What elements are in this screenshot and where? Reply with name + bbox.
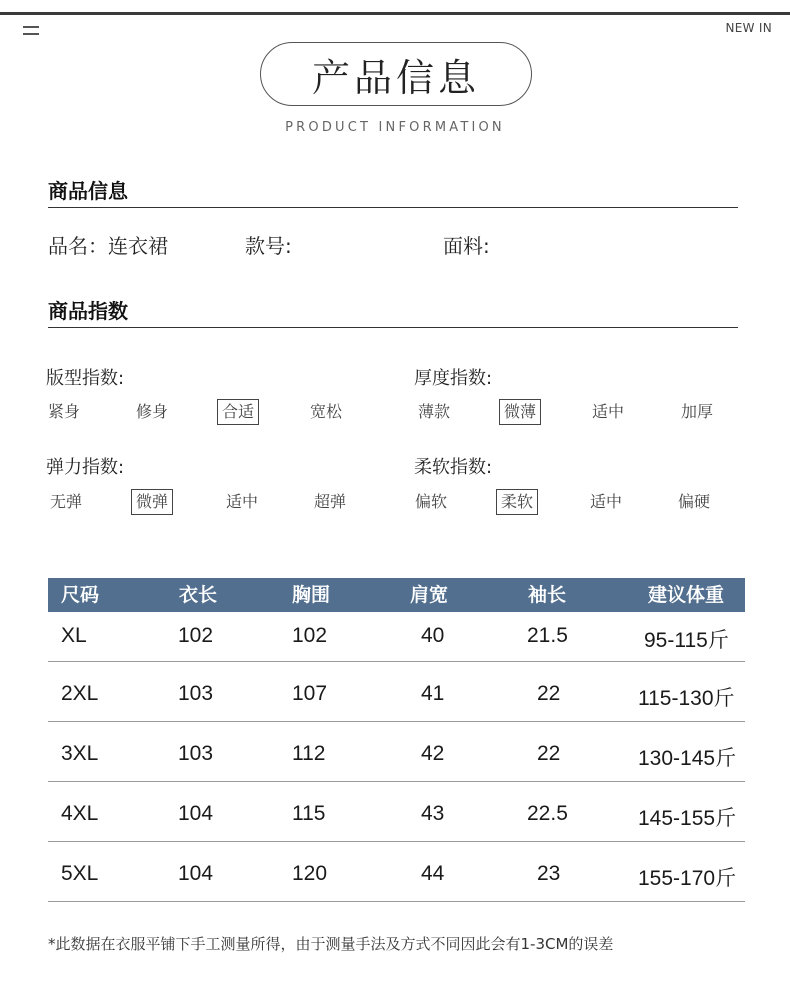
fit-index-label: 版型指数: [46, 368, 125, 389]
option-loose: 宽松 [310, 402, 343, 421]
cell-bust: 115 [292, 802, 326, 825]
cell-bust: 107 [292, 682, 328, 705]
goods-info-divider [48, 207, 738, 208]
col-weight: 建议体重 [648, 584, 725, 606]
cell-weight: 145-155斤 [638, 807, 737, 830]
page-subtitle: PRODUCT INFORMATION [285, 120, 505, 135]
table-row [48, 782, 745, 842]
table-row [48, 722, 745, 782]
goods-index-divider [48, 327, 738, 328]
option-soft-ish: 偏软 [415, 492, 448, 511]
col-bust: 胸围 [292, 584, 331, 606]
model-number: 款号: [245, 234, 292, 258]
cell-bust: 120 [292, 862, 328, 885]
col-shoulder: 肩宽 [410, 584, 449, 606]
option-no-stretch: 无弹 [50, 492, 83, 511]
option-tight: 紧身 [48, 402, 81, 421]
cell-shoulder: 44 [421, 862, 445, 885]
goods-info-heading: 商品信息 [48, 179, 128, 203]
cell-sleeve: 22 [537, 742, 561, 765]
option-super-stretch: 超弹 [314, 492, 347, 511]
option-medium-stretch: 适中 [226, 492, 259, 511]
cell-weight: 115-130斤 [638, 687, 735, 710]
cell-sleeve: 22 [537, 682, 561, 705]
cell-shoulder: 40 [421, 624, 445, 647]
goods-index-heading: 商品指数 [48, 299, 128, 323]
cell-sleeve: 23 [537, 862, 561, 885]
option-soft-selected: 柔软 [496, 489, 538, 515]
size-table [48, 578, 745, 902]
table-row [48, 612, 745, 662]
option-regular-selected: 合适 [217, 399, 259, 425]
cell-size: 3XL [61, 742, 99, 765]
option-slightly-thin-selected: 微薄 [499, 399, 541, 425]
cell-size: 5XL [61, 862, 99, 885]
thickness-index-label: 厚度指数: [414, 368, 493, 389]
top-divider [0, 12, 790, 15]
table-row [48, 842, 745, 902]
measurement-footnote: *此数据在衣服平铺下手工测量所得，由于测量手法及方式不同因此会有1-3CM的误差 [48, 935, 614, 953]
cell-length: 102 [178, 624, 214, 647]
menu-icon[interactable] [23, 26, 39, 38]
cell-shoulder: 41 [421, 682, 445, 705]
size-table-header [48, 578, 745, 612]
cell-shoulder: 43 [421, 802, 445, 825]
product-name: 品名：连衣裙 [48, 234, 168, 258]
fabric: 面料: [443, 234, 490, 258]
option-thick: 加厚 [681, 402, 714, 421]
new-in-label: NEW IN [725, 21, 772, 35]
cell-bust: 102 [292, 624, 328, 647]
option-thin: 薄款 [418, 402, 451, 421]
cell-length: 104 [178, 802, 214, 825]
col-size: 尺码 [61, 584, 100, 606]
cell-sleeve: 21.5 [527, 624, 568, 647]
option-hard-ish: 偏硬 [678, 492, 711, 511]
cell-length: 104 [178, 862, 214, 885]
cell-size: XL [61, 624, 87, 647]
cell-shoulder: 42 [421, 742, 445, 765]
table-row [48, 662, 745, 722]
col-sleeve: 袖长 [528, 584, 567, 606]
cell-bust: 112 [292, 742, 326, 765]
option-slim: 修身 [136, 402, 169, 421]
cell-length: 103 [178, 742, 214, 765]
softness-index-label: 柔软指数: [414, 457, 493, 478]
cell-size: 4XL [61, 802, 99, 825]
cell-weight: 130-145斤 [638, 747, 737, 770]
col-length: 衣长 [179, 584, 218, 606]
cell-sleeve: 22.5 [527, 802, 568, 825]
option-medium-thickness: 适中 [592, 402, 625, 421]
cell-weight: 95-115斤 [644, 629, 729, 652]
option-medium-softness: 适中 [590, 492, 623, 511]
cell-size: 2XL [61, 682, 99, 705]
cell-length: 103 [178, 682, 214, 705]
elasticity-index-label: 弹力指数: [46, 457, 125, 478]
page-title: 产品信息 [260, 42, 532, 106]
option-slight-stretch-selected: 微弹 [131, 489, 173, 515]
cell-weight: 155-170斤 [638, 867, 737, 890]
